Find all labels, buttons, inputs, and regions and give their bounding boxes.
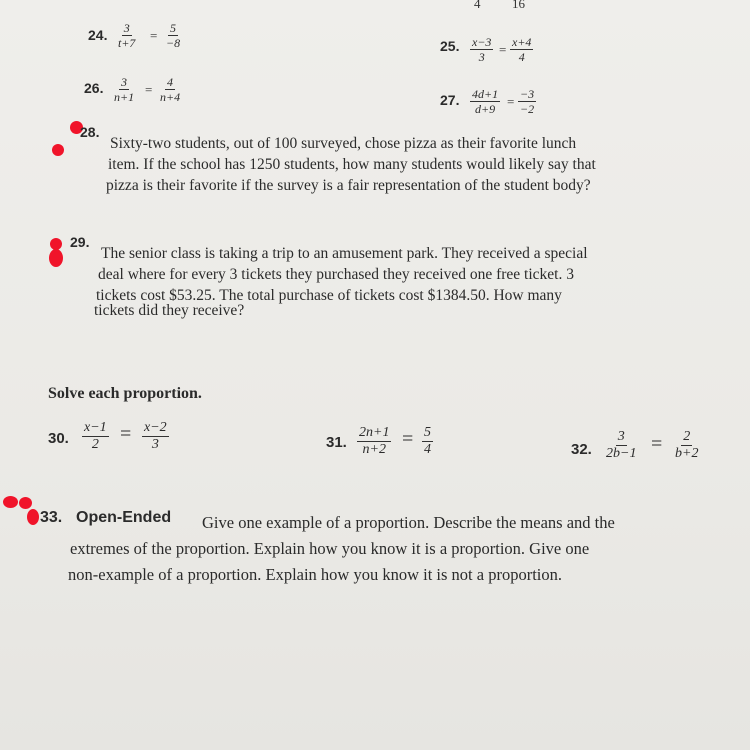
red-marker-dot <box>19 497 32 509</box>
problem-number: 31. <box>326 434 347 451</box>
equals-sign: = <box>499 42 507 57</box>
problem-number: 29. <box>70 234 90 250</box>
problem-number: 27. <box>440 92 460 108</box>
numerator: x−3 <box>472 35 492 49</box>
denominator: b+2 <box>675 446 699 461</box>
numerator: 3 <box>617 429 625 444</box>
numerator: 5 <box>424 425 431 440</box>
denominator: 4 <box>518 50 525 64</box>
fraction-rhs <box>422 426 433 457</box>
fraction-rhs <box>518 88 536 115</box>
numerator: x−2 <box>144 420 167 435</box>
fraction-lhs <box>470 36 493 63</box>
problem-text-line-3: non-example of a proportion. Explain how you know it is not a proportion. <box>68 565 563 584</box>
red-marker-dot <box>52 144 64 156</box>
denominator: −8 <box>166 36 181 50</box>
denominator: 3 <box>478 50 485 64</box>
denominator: t+7 <box>118 36 136 50</box>
denominator: n+4 <box>160 90 181 104</box>
problem-text-line-1: The senior class is taking a trip to an amusement park. They received a special <box>101 245 588 262</box>
denominator: d+9 <box>475 102 496 116</box>
fraction-lhs <box>604 430 638 461</box>
problem-number: 26. <box>84 80 104 96</box>
red-marker-dot <box>49 249 63 267</box>
fraction-lhs <box>357 426 391 457</box>
fraction-lhs <box>470 88 500 115</box>
problem-text-line-4: tickets did they receive? <box>94 302 245 319</box>
problem-text-line-3: pizza is their favorite if the survey is a fair representation of the student body? <box>106 177 591 194</box>
equals-sign: = <box>651 433 663 455</box>
problem-text-line-2: extremes of the proportion. Explain how you know it is a proportion. Give one <box>70 539 590 558</box>
equals-sign: = <box>120 423 132 445</box>
denominator: 4 <box>424 442 431 457</box>
problem-number: 25. <box>440 38 460 54</box>
fraction-rhs <box>142 421 169 452</box>
equals-sign: = <box>507 94 515 109</box>
fraction-rhs <box>158 76 182 103</box>
problem-text-line-2: deal where for every 3 tickets they purchased they received one free ticket. 3 <box>98 266 574 283</box>
numerator: 4 <box>167 75 174 89</box>
problem-number: 33. <box>40 509 63 526</box>
problem-text-line-3: tickets cost $53.25. The total purchase of tickets cost $1384.50. How many <box>96 287 562 304</box>
numerator: 3 <box>121 75 128 89</box>
cut-off-denominator-left: 4 <box>474 0 481 11</box>
fraction-lhs <box>116 22 137 49</box>
fraction-rhs <box>164 22 182 49</box>
numerator: −3 <box>520 87 535 101</box>
problem-text-line-2: item. If the school has 1250 students, how many students would likely say that <box>108 156 596 173</box>
denominator: −2 <box>520 102 535 116</box>
numerator: 3 <box>123 21 130 35</box>
numerator: 5 <box>170 21 177 35</box>
denominator: 2 <box>91 437 99 452</box>
red-marker-dot <box>27 509 39 525</box>
problem-number: 32. <box>571 441 592 458</box>
numerator: 2 <box>683 429 691 444</box>
fraction-rhs <box>510 36 533 63</box>
denominator: n+2 <box>362 442 386 457</box>
denominator: 3 <box>151 437 159 452</box>
cut-off-denominator-right: 16 <box>512 0 525 11</box>
problem-title: Open-Ended <box>76 509 172 526</box>
red-marker-dot <box>3 496 18 508</box>
numerator: 2n+1 <box>359 425 390 440</box>
equals-sign: = <box>150 28 158 43</box>
problem-number: 24. <box>88 27 108 43</box>
equals-sign: = <box>402 428 414 450</box>
section-heading: Solve each proportion. <box>48 385 202 402</box>
problem-text-line-1: Sixty-two students, out of 100 surveyed, chose pizza as their favorite lunch <box>110 135 577 152</box>
numerator: x+4 <box>512 35 532 49</box>
problem-number: 30. <box>48 430 69 447</box>
problem-text-line-1: Give one example of a proportion. Describe the means and the <box>202 513 615 532</box>
fraction-rhs <box>673 430 700 461</box>
denominator: 2b−1 <box>606 446 637 461</box>
numerator: 4d+1 <box>472 87 499 101</box>
denominator: n+1 <box>114 90 135 104</box>
fraction-lhs <box>112 76 136 103</box>
equals-sign: = <box>145 82 153 97</box>
problem-number: 28. <box>80 124 100 140</box>
fraction-lhs <box>82 421 109 452</box>
numerator: x−1 <box>84 420 107 435</box>
